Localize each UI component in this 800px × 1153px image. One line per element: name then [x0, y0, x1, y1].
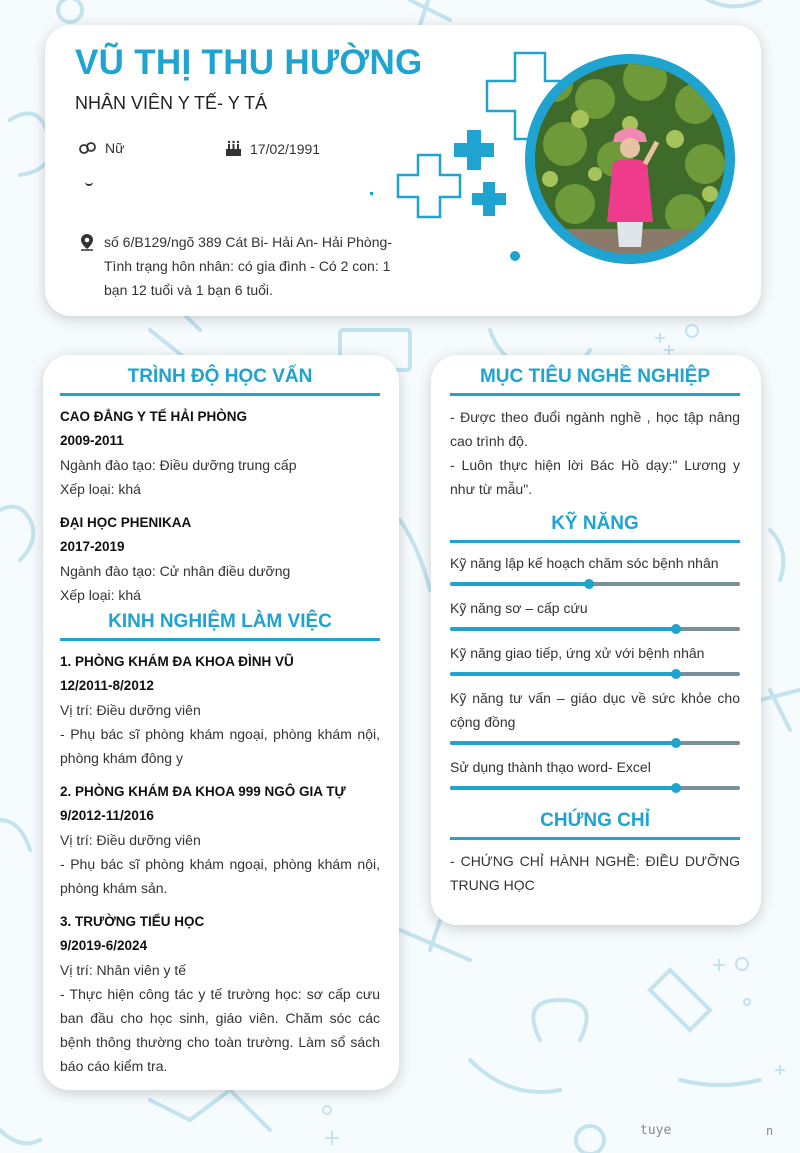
hidden-phone-fragment	[85, 180, 93, 186]
skill-bar	[450, 582, 740, 586]
skill-bar	[450, 786, 740, 790]
skill-label: Kỹ năng giao tiếp, ứng xử với bệnh nhân	[450, 645, 705, 661]
experience-description: - Thực hiện công tác y tế trường học: sơ cấp cưu ban đầu cho học sinh, giáo viên. Chăm sóc các bệnh thông thường cho toàn trường. Làm sổ sách báo cáo kiểm tra.	[60, 986, 380, 1074]
experience-company: 3. TRƯỜNG TIỂU HỌC	[60, 914, 205, 929]
experience-item	[60, 910, 380, 1078]
birthdate-row	[225, 140, 320, 157]
job-title: NHÂN VIÊN Y TẾ- Y TÁ	[75, 93, 268, 113]
decor-dot	[370, 192, 373, 195]
skill-label: Kỹ năng sơ – cấp cứu	[450, 600, 588, 616]
education-major: Ngành đào tạo: Cử nhân điều dưỡng	[60, 563, 291, 579]
education-school: CAO ĐẲNG Y TẾ HẢI PHÒNG	[60, 409, 248, 424]
profile-photo	[535, 64, 725, 254]
address-text: số 6/B129/ngõ 389 Cát Bi- Hải An- Hải Phòng- Tình trạng hôn nhân: có gia đình - Có 2 con: 1 bạn 12 tuổi và 1 bạn 6 tuổi.	[104, 234, 392, 298]
address-block	[79, 230, 399, 302]
skill-label: Kỹ năng tư vấn – giáo dục về sức khỏe cho cộng đồng	[450, 690, 740, 730]
objective-line: - Luôn thực hiện lời Bác Hồ dạy:" Lương y như từ mẫu".	[450, 457, 740, 497]
skill-item	[450, 596, 740, 631]
skill-bar-fill	[450, 786, 676, 790]
education-item	[60, 511, 380, 607]
experience-item	[60, 780, 380, 900]
candidate-name: VŨ THỊ THU HƯỜNG	[75, 43, 423, 82]
skill-item	[450, 686, 740, 745]
experience-item	[60, 650, 380, 770]
education-major: Ngành đào tạo: Điều dưỡng trung cấp	[60, 457, 297, 473]
skill-item	[450, 551, 740, 586]
gender-value: Nữ	[105, 140, 125, 156]
skill-bar	[450, 741, 740, 745]
education-grade: Xếp loại: khá	[60, 481, 141, 497]
objective-line: - Được theo đuổi ngành nghề , học tập nâng cao trình độ.	[450, 409, 740, 449]
skill-bar-fill	[450, 627, 676, 631]
experience-description: - Phụ bác sĩ phòng khám ngoại, phòng khám nội, phòng khám đông y	[60, 726, 380, 766]
skill-item	[450, 755, 740, 790]
watermark-text-fragment: n	[766, 1124, 774, 1138]
education-years: 2017-2019	[60, 539, 125, 554]
skill-bar-fill	[450, 582, 589, 586]
education-section-title: TRÌNH ĐỘ HỌC VẤN	[60, 366, 380, 396]
experience-period: 12/2011-8/2012	[60, 678, 154, 693]
education-experience-card	[43, 355, 399, 1090]
skill-bar	[450, 627, 740, 631]
experience-position: Vị trí: Điều dưỡng viên	[60, 702, 201, 718]
skill-label: Sử dụng thành thạo word- Excel	[450, 759, 651, 775]
experience-company: 1. PHÒNG KHÁM ĐA KHOA ĐÌNH VŨ	[60, 654, 294, 669]
gender-row	[79, 140, 124, 156]
education-grade: Xếp loại: khá	[60, 587, 141, 603]
experience-period: 9/2012-11/2016	[60, 808, 154, 823]
skill-label: Kỹ năng lập kế hoạch chăm sóc bệnh nhân	[450, 555, 719, 571]
location-pin-icon	[79, 233, 95, 251]
watermark-text: tuye	[640, 1123, 672, 1138]
gender-icon	[79, 141, 97, 155]
education-years: 2009-2011	[60, 433, 124, 448]
skill-bar-knob	[671, 624, 681, 634]
experience-company: 2. PHÒNG KHÁM ĐA KHOA 999 NGÔ GIA TỰ	[60, 784, 346, 799]
skill-bar-knob	[671, 738, 681, 748]
experience-description: - Phụ bác sĩ phòng khám ngoại, phòng khám nội, phòng khám sản.	[60, 856, 380, 896]
skill-bar-fill	[450, 672, 676, 676]
experience-position: Vị trí: Nhân viên y tế	[60, 962, 187, 978]
skill-bar-fill	[450, 741, 676, 745]
experience-period: 9/2019-6/2024	[60, 938, 148, 953]
skills-section-title: KỸ NĂNG	[450, 513, 740, 543]
skill-bar-knob	[584, 579, 594, 589]
experience-position: Vị trí: Điều dưỡng viên	[60, 832, 201, 848]
experience-section-title: KINH NGHIỆM LÀM VIỆC	[60, 611, 380, 641]
birthdate-value: 17/02/1991	[250, 140, 321, 157]
profile-photo-frame	[525, 54, 735, 264]
skill-bar-knob	[671, 669, 681, 679]
certificate-text: - CHỨNG CHỈ HÀNH NGHỀ: ĐIỀU DƯỠNG TRUNG HỌC	[450, 853, 740, 893]
objective-section-title: MỤC TIÊU NGHỀ NGHIỆP	[450, 366, 740, 396]
profile-header-card	[45, 25, 761, 316]
education-school: ĐẠI HỌC PHENIKAA	[60, 515, 192, 530]
objective-skills-card	[431, 355, 761, 925]
education-item	[60, 405, 380, 501]
certificates-section-title: CHỨNG CHỈ	[450, 810, 740, 840]
skill-bar-knob	[671, 783, 681, 793]
birthday-cake-icon	[225, 140, 242, 157]
skill-bar	[450, 672, 740, 676]
skill-item	[450, 641, 740, 676]
